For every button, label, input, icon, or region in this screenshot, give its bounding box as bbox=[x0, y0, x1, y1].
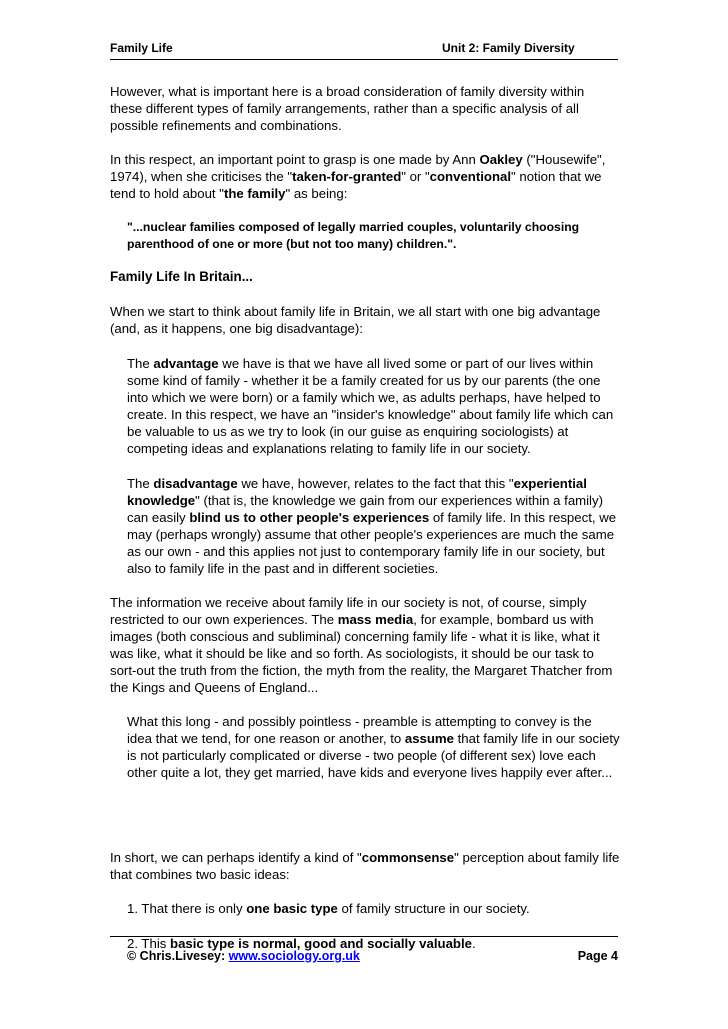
paragraph-advantage bbox=[127, 355, 620, 457]
paragraph-mass-media bbox=[110, 594, 620, 696]
p2-bold-the-family: the family bbox=[223, 186, 286, 201]
list-item bbox=[127, 900, 620, 917]
p8-text-c: " perception about family life that combines two basic ideas: bbox=[110, 850, 620, 882]
p2-bold-conventional: conventional bbox=[429, 169, 512, 184]
page-footer bbox=[110, 936, 618, 967]
page-content bbox=[110, 83, 620, 970]
page-number: Page 4 bbox=[577, 949, 618, 963]
p6-text-c: , for example, bombard us with images (both conscious and subliminal) concerning family life - what it is like, what it was like, what it should be like and so forth. As sociologists, it should be our task to sort-out the truth from the fiction, the myth from the reality, the Margaret Thatcher from the Kings and Queens of England... bbox=[110, 612, 613, 695]
p2-bold-taken-for-granted: taken-for-granted bbox=[292, 169, 402, 184]
p6-bold-mass-media: mass media bbox=[337, 612, 414, 627]
p5-text-e: " (that is, the knowledge we gain from our experiences within a family) can easily bbox=[127, 493, 603, 525]
p7-text-c: that family life in our society is not particularly complicated or diverse - two people (of different sex) love each other quite a lot, they get married, have kids and everyone lives happily ever after... bbox=[127, 731, 620, 780]
sociology-link[interactable]: www.sociology.org.uk bbox=[228, 949, 360, 963]
p8-text-a: In short, we can perhaps identify a kind of " bbox=[110, 850, 362, 865]
item2-bold: basic type is normal, good and socially valuable bbox=[170, 936, 472, 951]
item2-text-c: . bbox=[471, 936, 476, 951]
page-header bbox=[110, 41, 618, 60]
p2-text-i: " as being: bbox=[285, 186, 348, 201]
paragraph-3: When we start to think about family life in Britain, we all start with one big advantage (and, as it happens, one big disadvantage): bbox=[110, 304, 601, 336]
p2-text-a: In this respect, an important point to grasp is one made by Ann bbox=[110, 152, 480, 167]
p4-text-a: The bbox=[127, 356, 154, 371]
header-title: Family Life bbox=[110, 41, 173, 55]
p5-bold-blind-us: blind us to other people's experiences bbox=[189, 510, 430, 525]
paragraph-disadvantage bbox=[127, 475, 620, 577]
p6-text-a: The information we receive about family life in our society is not, of course, simply restricted to our own experiences. The bbox=[110, 595, 587, 627]
p5-bold-disadvantage: disadvantage bbox=[153, 476, 238, 491]
blank-space bbox=[110, 781, 620, 849]
p5-text-c: we have, however, relates to the fact that this " bbox=[237, 476, 514, 491]
p5-bold-experiential: experiential knowledge bbox=[127, 476, 587, 508]
footer-author: © Chris.Livesey: bbox=[127, 949, 229, 963]
item1-bold: one basic type bbox=[246, 901, 338, 916]
footer-credit bbox=[127, 949, 360, 963]
paragraph-commonsense bbox=[110, 849, 620, 883]
oakley-quote: "...nuclear families composed of legally married couples, voluntarily choosing parenthood of one or more (but not too many) children.". bbox=[127, 220, 580, 251]
p8-bold-commonsense: commonsense bbox=[361, 850, 455, 865]
p7-text-a: What this long - and possibly pointless - preamble is attempting to convey is the idea that we tend, for one reason or another, to bbox=[127, 714, 592, 746]
p7-bold-assume: assume bbox=[404, 731, 454, 746]
p2-text-c: ("Housewife", 1974), when she criticises the " bbox=[110, 152, 606, 184]
item1-text-c: of family structure in our society. bbox=[337, 901, 530, 916]
item1-text-a: 1. That there is only bbox=[127, 901, 247, 916]
paragraph-2 bbox=[110, 151, 620, 202]
p2-text-e: " or " bbox=[401, 169, 430, 184]
item2-text-a: 2. This bbox=[127, 936, 171, 951]
header-unit: Unit 2: Family Diversity bbox=[442, 41, 575, 55]
p2-bold-oakley: Oakley bbox=[479, 152, 523, 167]
p5-text-a: The bbox=[127, 476, 154, 491]
p2-text-g: " notion that we tend to hold about " bbox=[110, 169, 602, 201]
section-heading: Family Life In Britain... bbox=[110, 269, 253, 284]
paragraph-preamble bbox=[127, 713, 620, 781]
p5-text-g: of family life. In this respect, we may (perhaps wrongly) assume that other people's experiences are much the same as our own - and this applies not just to contemporary family life in our society, but also to family life in the past and in different societies. bbox=[127, 510, 617, 576]
paragraph-1: However, what is important here is a broad consideration of family diversity within these different types of family arrangements, rather than a specific analysis of all possible refinements and combinations. bbox=[110, 84, 585, 133]
p4-bold-advantage: advantage bbox=[153, 356, 219, 371]
p4-text-c: we have is that we have all lived some or part of our lives within some kind of family - whether it be a family created for us by our parents (the one into which we were born) or a family which we, as adults perhaps, have helped to create. In this respect, we have an "insider's knowledge" about family life which can be valuable to us as we try to look (in our guise as enquiring sociologists) at competing ideas and explanations relating to family life in our society. bbox=[127, 356, 614, 456]
